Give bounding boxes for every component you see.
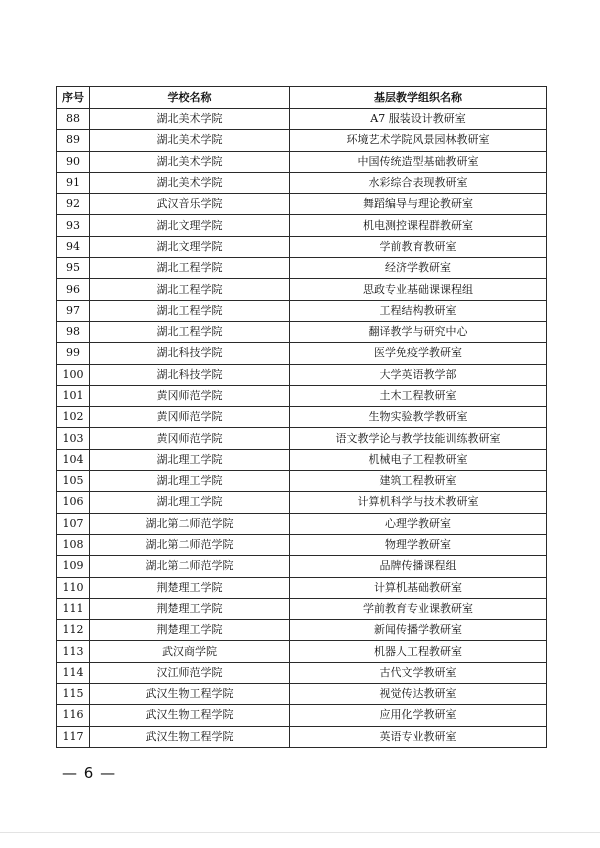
row-school-name: 湖北美术学院: [90, 130, 290, 151]
table-row: [57, 236, 547, 257]
table-row: [57, 705, 547, 726]
page-number: — 6 —: [62, 764, 117, 782]
row-school-name: 黄冈师范学院: [90, 385, 290, 406]
row-school-name: 湖北第二师范学院: [90, 556, 290, 577]
row-school-name: 湖北第二师范学院: [90, 513, 290, 534]
row-serial: 100: [57, 364, 90, 385]
row-serial: 90: [57, 151, 90, 172]
table-row: [57, 343, 547, 364]
row-organization-name: 视觉传达教研室: [290, 684, 547, 705]
row-organization-name: 心理学教研室: [290, 513, 547, 534]
row-organization-name: 机械电子工程教研室: [290, 449, 547, 470]
table-row: [57, 407, 547, 428]
row-school-name: 武汉生物工程学院: [90, 705, 290, 726]
table-row: [57, 151, 547, 172]
table-row: [57, 577, 547, 598]
table-row: [57, 556, 547, 577]
row-organization-name: 学前教育教研室: [290, 236, 547, 257]
row-serial: 109: [57, 556, 90, 577]
row-organization-name: 语文教学论与教学技能训练教研室: [290, 428, 547, 449]
table-row: [57, 449, 547, 470]
row-serial: 99: [57, 343, 90, 364]
row-organization-name: 机电测控课程群教研室: [290, 215, 547, 236]
row-organization-name: 物理学教研室: [290, 534, 547, 555]
row-school-name: 湖北科技学院: [90, 343, 290, 364]
row-serial: 106: [57, 492, 90, 513]
table-row: [57, 172, 547, 193]
row-organization-name: 计算机科学与技术教研室: [290, 492, 547, 513]
row-school-name: 黄冈师范学院: [90, 428, 290, 449]
row-school-name: 湖北工程学院: [90, 321, 290, 342]
table-row: [57, 385, 547, 406]
row-organization-name: 古代文学教研室: [290, 662, 547, 683]
table-row: [57, 513, 547, 534]
row-school-name: 湖北文理学院: [90, 236, 290, 257]
row-school-name: 湖北理工学院: [90, 471, 290, 492]
row-organization-name: 计算机基础教研室: [290, 577, 547, 598]
table-body: [57, 109, 547, 748]
row-serial: 91: [57, 172, 90, 193]
page-edge-line: [0, 832, 600, 833]
table-row: [57, 726, 547, 747]
row-school-name: 湖北理工学院: [90, 492, 290, 513]
row-organization-name: A7 服装设计教研室: [290, 109, 547, 130]
row-organization-name: 大学英语教学部: [290, 364, 547, 385]
row-organization-name: 机器人工程教研室: [290, 641, 547, 662]
table-row: [57, 364, 547, 385]
table-row: [57, 620, 547, 641]
table-row: [57, 300, 547, 321]
table-row: [57, 662, 547, 683]
row-school-name: 湖北工程学院: [90, 279, 290, 300]
row-organization-name: 翻译教学与研究中心: [290, 321, 547, 342]
row-organization-name: 土木工程教研室: [290, 385, 547, 406]
row-serial: 115: [57, 684, 90, 705]
table-row: [57, 534, 547, 555]
table-row: [57, 492, 547, 513]
table-row: [57, 194, 547, 215]
table-row: [57, 258, 547, 279]
row-organization-name: 应用化学教研室: [290, 705, 547, 726]
row-serial: 117: [57, 726, 90, 747]
row-organization-name: 思政专业基础课课程组: [290, 279, 547, 300]
row-school-name: 湖北工程学院: [90, 258, 290, 279]
row-serial: 88: [57, 109, 90, 130]
table-header-row: [57, 87, 547, 109]
row-serial: 95: [57, 258, 90, 279]
row-serial: 110: [57, 577, 90, 598]
row-serial: 116: [57, 705, 90, 726]
row-school-name: 武汉音乐学院: [90, 194, 290, 215]
table-row: [57, 428, 547, 449]
row-school-name: 荆楚理工学院: [90, 577, 290, 598]
row-serial: 102: [57, 407, 90, 428]
row-serial: 101: [57, 385, 90, 406]
row-serial: 108: [57, 534, 90, 555]
row-school-name: 武汉生物工程学院: [90, 726, 290, 747]
header-school-name: 学校名称: [90, 87, 290, 109]
table-row: [57, 684, 547, 705]
organization-table: [56, 86, 547, 748]
table-row: [57, 471, 547, 492]
row-organization-name: 舞蹈编导与理论教研室: [290, 194, 547, 215]
row-school-name: 武汉商学院: [90, 641, 290, 662]
row-serial: 107: [57, 513, 90, 534]
row-serial: 104: [57, 449, 90, 470]
row-organization-name: 英语专业教研室: [290, 726, 547, 747]
row-organization-name: 建筑工程教研室: [290, 471, 547, 492]
row-serial: 98: [57, 321, 90, 342]
row-serial: 97: [57, 300, 90, 321]
table-row: [57, 598, 547, 619]
row-school-name: 湖北美术学院: [90, 109, 290, 130]
row-school-name: 湖北文理学院: [90, 215, 290, 236]
row-school-name: 黄冈师范学院: [90, 407, 290, 428]
header-serial: 序号: [57, 87, 90, 109]
row-serial: 96: [57, 279, 90, 300]
row-serial: 105: [57, 471, 90, 492]
row-serial: 112: [57, 620, 90, 641]
row-school-name: 湖北美术学院: [90, 151, 290, 172]
table-row: [57, 215, 547, 236]
table-row: [57, 109, 547, 130]
row-serial: 92: [57, 194, 90, 215]
row-serial: 89: [57, 130, 90, 151]
row-organization-name: 水彩综合表现教研室: [290, 172, 547, 193]
row-serial: 94: [57, 236, 90, 257]
row-school-name: 湖北第二师范学院: [90, 534, 290, 555]
row-organization-name: 中国传统造型基础教研室: [290, 151, 547, 172]
row-organization-name: 医学免疫学教研室: [290, 343, 547, 364]
row-serial: 114: [57, 662, 90, 683]
row-school-name: 汉江师范学院: [90, 662, 290, 683]
row-organization-name: 品牌传播课程组: [290, 556, 547, 577]
row-school-name: 湖北理工学院: [90, 449, 290, 470]
row-serial: 113: [57, 641, 90, 662]
row-school-name: 荆楚理工学院: [90, 620, 290, 641]
table-row: [57, 279, 547, 300]
table-row: [57, 130, 547, 151]
row-organization-name: 生物实验教学教研室: [290, 407, 547, 428]
row-serial: 103: [57, 428, 90, 449]
row-organization-name: 经济学教研室: [290, 258, 547, 279]
row-school-name: 湖北科技学院: [90, 364, 290, 385]
row-organization-name: 新闻传播学教研室: [290, 620, 547, 641]
row-school-name: 湖北美术学院: [90, 172, 290, 193]
row-organization-name: 学前教育专业课教研室: [290, 598, 547, 619]
row-serial: 93: [57, 215, 90, 236]
row-organization-name: 工程结构教研室: [290, 300, 547, 321]
row-school-name: 武汉生物工程学院: [90, 684, 290, 705]
header-organization-name: 基层教学组织名称: [290, 87, 547, 109]
row-organization-name: 环境艺术学院风景园林教研室: [290, 130, 547, 151]
row-serial: 111: [57, 598, 90, 619]
row-school-name: 湖北工程学院: [90, 300, 290, 321]
table-row: [57, 321, 547, 342]
table-row: [57, 641, 547, 662]
row-school-name: 荆楚理工学院: [90, 598, 290, 619]
